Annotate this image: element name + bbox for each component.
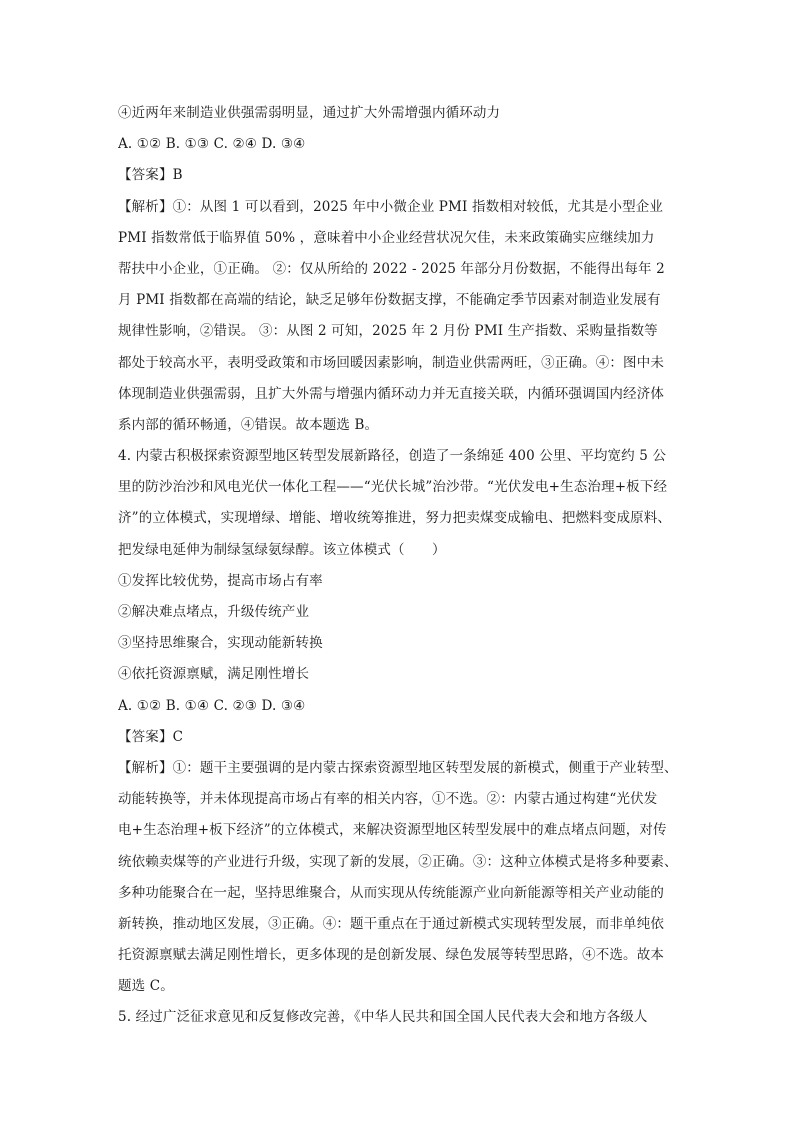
text-line: 把发绿电延伸为制绿氢绿氨绿醇。该立体模式（ ）: [118, 541, 446, 558]
text-line: 题选 C。: [118, 978, 174, 995]
text-line: 【答案】C: [118, 728, 184, 745]
text-line: 里的防沙治沙和风电光伏一体化工程——“光伏长城”治沙带。“光伏发电+生态治理+板下经: [118, 479, 668, 496]
text-line: PMI 指数常低于临界值 50% ，意味着中小企业经营状况欠佳，未来政策确实应继续加力: [118, 229, 655, 246]
text-line: 动能转换等，并未体现提高市场占有率的相关内容，①不选。②：内蒙古通过构建“光伏发: [118, 791, 658, 808]
text-line: 托资源禀赋去满足刚性增长，更多体现的是创新发展、绿色发展等转型思路，④不选。故本: [118, 947, 664, 964]
document-page: [118, 98, 678, 1034]
text-line: 济”的立体模式，实现增绿、增能、增收统筹推进，努力把卖煤变成输电、把燃料变成原料、: [118, 510, 672, 527]
text-line: 多种功能聚合在一起，坚持思维聚合，从而实现从传统能源产业向新能源等相关产业动能的: [118, 884, 664, 901]
text-line: ④依托资源禀赋，满足刚性增长: [118, 666, 310, 683]
text-line: 统依赖卖煤等的产业进行升级，实现了新的发展，②正确。③：这种立体模式是将多种要素、: [118, 853, 678, 870]
text-line: 规律性影响，②错误。 ③：从图 2 可知，2025 年 2 月份 PMI 生产指数、采购量指数等: [118, 323, 658, 340]
text-line: 4. 内蒙古积极探索资源型地区转型发展新路径，创造了一条绵延 400 公里、平均宽约 5 公: [118, 448, 667, 465]
text-line: 【答案】B: [118, 167, 183, 184]
text-line: 帮扶中小企业，①正确。 ②：仅从所给的 2022 - 2025 年部分月份数据，不能得出每年 2: [118, 260, 665, 277]
text-line: 体现制造业供强需弱，且扩大外需与增强内循环动力并无直接关联，内循环强调国内经济体: [118, 385, 664, 402]
text-line: 月 PMI 指数都在高端的结论，缺乏足够年份数据支撑，不能确定季节因素对制造业发展有: [118, 292, 661, 309]
text-line: 【解析】①：从图 1 可以看到，2025 年中小微企业 PMI 指数相对较低，尤其是小型企业: [118, 198, 664, 215]
text-line: 系内部的循环畅通，④错误。故本题选 B。: [118, 416, 379, 433]
text-line: 【解析】①：题干主要强调的是内蒙古探索资源型地区转型发展的新模式，侧重于产业转型、: [118, 759, 678, 776]
text-line: 5. 经过广泛征求意见和反复修改完善，《中华人民共和国全国人民代表大会和地方各级人: [118, 1009, 648, 1026]
text-line: 都处于较高水平，表明受政策和市场回暖因素影响，制造业供需两旺，③正确。④：图中未: [118, 354, 664, 371]
text-line: 电+生态治理+板下经济”的立体模式，来解决资源型地区转型发展中的难点堵点问题，对传: [118, 822, 667, 839]
text-line: ③坚持思维聚合，实现动能新转换: [118, 635, 323, 652]
text-line: A. ①② B. ①④ C. ②③ D. ③④: [118, 697, 306, 714]
text-line: ②解决难点堵点，升级传统产业: [118, 604, 310, 620]
text-line: ①发挥比较优势，提高市场占有率: [118, 572, 323, 589]
text-line: A. ①② B. ①③ C. ②④ D. ③④: [118, 136, 306, 153]
text-line: 新转换，推动地区发展，③正确。④：题干重点在于通过新模式实现转型发展，而非单纯依: [118, 915, 664, 932]
text-line: ④近两年来制造业供强需弱明显，通过扩大外需增强内循环动力: [118, 105, 501, 121]
